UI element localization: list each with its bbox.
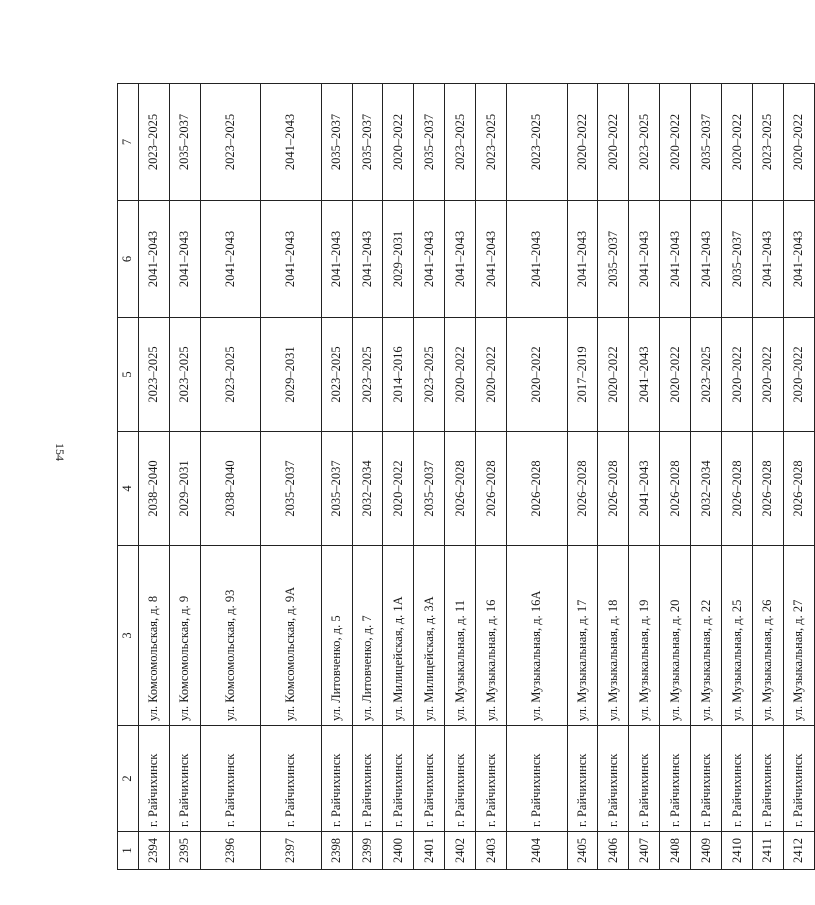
column-header: 1 bbox=[118, 832, 139, 870]
period-cell-col5: 2020–2022 bbox=[660, 318, 691, 432]
period-cell-col6: 2041–2043 bbox=[200, 201, 260, 318]
period-cell-col7: 2023–2025 bbox=[139, 84, 170, 201]
period-cell-col7: 2023–2025 bbox=[629, 84, 660, 201]
period-cell-col5: 2020–2022 bbox=[753, 318, 784, 432]
city-cell: г. Райчихинск bbox=[507, 726, 567, 832]
period-cell-col7: 2023–2025 bbox=[476, 84, 507, 201]
period-cell-col5: 2014–2016 bbox=[383, 318, 414, 432]
address-cell: ул. Литовченко, д. 7 bbox=[352, 546, 383, 726]
period-cell-col5: 2020–2022 bbox=[507, 318, 567, 432]
period-cell-col5: 2020–2022 bbox=[476, 318, 507, 432]
table-row bbox=[321, 84, 352, 870]
city-cell: г. Райчихинск bbox=[783, 726, 814, 832]
table-row bbox=[261, 84, 321, 870]
address-cell: ул. Музыкальная, д. 27 bbox=[783, 546, 814, 726]
period-cell-col6: 2041–2043 bbox=[261, 201, 321, 318]
city-cell: г. Райчихинск bbox=[722, 726, 753, 832]
city-cell: г. Райчихинск bbox=[691, 726, 722, 832]
period-cell-col4: 2038–2040 bbox=[200, 432, 260, 546]
table-header-row bbox=[118, 84, 139, 870]
period-cell-col6: 2035–2037 bbox=[598, 201, 629, 318]
row-number: 2404 bbox=[507, 832, 567, 870]
table-row bbox=[753, 84, 784, 870]
period-cell-col5: 2041–2043 bbox=[629, 318, 660, 432]
row-number: 2400 bbox=[383, 832, 414, 870]
city-cell: г. Райчихинск bbox=[567, 726, 598, 832]
column-header: 7 bbox=[118, 84, 139, 201]
period-cell-col4: 2026–2028 bbox=[476, 432, 507, 546]
period-cell-col6: 2035–2037 bbox=[722, 201, 753, 318]
address-cell: ул. Милицейская, д. 1А bbox=[383, 546, 414, 726]
row-number: 2412 bbox=[783, 832, 814, 870]
period-cell-col6: 2041–2043 bbox=[169, 201, 200, 318]
column-header: 5 bbox=[118, 318, 139, 432]
period-cell-col5: 2023–2025 bbox=[200, 318, 260, 432]
row-number: 2408 bbox=[660, 832, 691, 870]
table-row bbox=[352, 84, 383, 870]
period-cell-col7: 2035–2037 bbox=[691, 84, 722, 201]
period-cell-col6: 2041–2043 bbox=[321, 201, 352, 318]
period-cell-col6: 2041–2043 bbox=[629, 201, 660, 318]
city-cell: г. Райчихинск bbox=[753, 726, 784, 832]
row-number: 2394 bbox=[139, 832, 170, 870]
row-number: 2409 bbox=[691, 832, 722, 870]
city-cell: г. Райчихинск bbox=[169, 726, 200, 832]
period-cell-col4: 2020–2022 bbox=[383, 432, 414, 546]
period-cell-col4: 2026–2028 bbox=[783, 432, 814, 546]
row-number: 2396 bbox=[200, 832, 260, 870]
city-cell: г. Райчихинск bbox=[598, 726, 629, 832]
address-cell: ул. Комсомольская, д. 93 bbox=[200, 546, 260, 726]
table-row bbox=[567, 84, 598, 870]
address-cell: ул. Музыкальная, д. 19 bbox=[629, 546, 660, 726]
period-cell-col4: 2029–2031 bbox=[169, 432, 200, 546]
address-cell: ул. Музыкальная, д. 16А bbox=[507, 546, 567, 726]
period-cell-col7: 2035–2037 bbox=[169, 84, 200, 201]
address-cell: ул. Музыкальная, д. 11 bbox=[445, 546, 476, 726]
period-cell-col4: 2026–2028 bbox=[722, 432, 753, 546]
period-cell-col5: 2029–2031 bbox=[261, 318, 321, 432]
period-cell-col4: 2026–2028 bbox=[507, 432, 567, 546]
row-number: 2411 bbox=[753, 832, 784, 870]
period-cell-col4: 2032–2034 bbox=[352, 432, 383, 546]
address-cell: ул. Комсомольская, д. 8 bbox=[139, 546, 170, 726]
row-number: 2407 bbox=[629, 832, 660, 870]
period-cell-col7: 2035–2037 bbox=[414, 84, 445, 201]
period-cell-col7: 2023–2025 bbox=[753, 84, 784, 201]
city-cell: г. Райчихинск bbox=[629, 726, 660, 832]
period-cell-col7: 2020–2022 bbox=[567, 84, 598, 201]
period-cell-col7: 2023–2025 bbox=[445, 84, 476, 201]
row-number: 2397 bbox=[261, 832, 321, 870]
table-row bbox=[507, 84, 567, 870]
period-cell-col5: 2017–2019 bbox=[567, 318, 598, 432]
column-header: 6 bbox=[118, 201, 139, 318]
period-cell-col5: 2023–2025 bbox=[352, 318, 383, 432]
address-cell: ул. Комсомольская, д. 9А bbox=[261, 546, 321, 726]
period-cell-col7: 2020–2022 bbox=[660, 84, 691, 201]
table-row bbox=[139, 84, 170, 870]
period-cell-col5: 2023–2025 bbox=[321, 318, 352, 432]
table-row bbox=[445, 84, 476, 870]
period-cell-col4: 2035–2037 bbox=[321, 432, 352, 546]
period-cell-col6: 2041–2043 bbox=[691, 201, 722, 318]
row-number: 2405 bbox=[567, 832, 598, 870]
column-header: 4 bbox=[118, 432, 139, 546]
period-cell-col4: 2026–2028 bbox=[660, 432, 691, 546]
table-row bbox=[598, 84, 629, 870]
period-cell-col4: 2026–2028 bbox=[598, 432, 629, 546]
address-cell: ул. Музыкальная, д. 17 bbox=[567, 546, 598, 726]
period-cell-col5: 2023–2025 bbox=[169, 318, 200, 432]
period-cell-col4: 2035–2037 bbox=[414, 432, 445, 546]
table-row bbox=[200, 84, 260, 870]
period-cell-col5: 2020–2022 bbox=[598, 318, 629, 432]
row-number: 2398 bbox=[321, 832, 352, 870]
period-cell-col6: 2041–2043 bbox=[476, 201, 507, 318]
period-cell-col7: 2023–2025 bbox=[507, 84, 567, 201]
table-row bbox=[722, 84, 753, 870]
period-cell-col5: 2023–2025 bbox=[691, 318, 722, 432]
column-header: 2 bbox=[118, 726, 139, 832]
period-cell-col4: 2026–2028 bbox=[753, 432, 784, 546]
period-cell-col7: 2020–2022 bbox=[598, 84, 629, 201]
city-cell: г. Райчихинск bbox=[383, 726, 414, 832]
period-cell-col7: 2020–2022 bbox=[783, 84, 814, 201]
address-cell: ул. Комсомольская, д. 9 bbox=[169, 546, 200, 726]
address-cell: ул. Музыкальная, д. 22 bbox=[691, 546, 722, 726]
period-cell-col6: 2041–2043 bbox=[660, 201, 691, 318]
period-cell-col5: 2020–2022 bbox=[783, 318, 814, 432]
table-row bbox=[660, 84, 691, 870]
city-cell: г. Райчихинск bbox=[261, 726, 321, 832]
period-cell-col6: 2041–2043 bbox=[507, 201, 567, 318]
period-cell-col5: 2020–2022 bbox=[445, 318, 476, 432]
table-row bbox=[476, 84, 507, 870]
row-number: 2401 bbox=[414, 832, 445, 870]
period-cell-col7: 2020–2022 bbox=[722, 84, 753, 201]
period-cell-col4: 2038–2040 bbox=[139, 432, 170, 546]
period-cell-col4: 2026–2028 bbox=[445, 432, 476, 546]
period-cell-col7: 2035–2037 bbox=[321, 84, 352, 201]
table-row bbox=[169, 84, 200, 870]
address-cell: ул. Музыкальная, д. 18 bbox=[598, 546, 629, 726]
city-cell: г. Райчихинск bbox=[476, 726, 507, 832]
table-row bbox=[691, 84, 722, 870]
period-cell-col4: 2032–2034 bbox=[691, 432, 722, 546]
column-header: 3 bbox=[118, 546, 139, 726]
period-cell-col6: 2029–2031 bbox=[383, 201, 414, 318]
period-cell-col4: 2026–2028 bbox=[567, 432, 598, 546]
table-row bbox=[383, 84, 414, 870]
city-cell: г. Райчихинск bbox=[660, 726, 691, 832]
city-cell: г. Райчихинск bbox=[321, 726, 352, 832]
row-number: 2410 bbox=[722, 832, 753, 870]
row-number: 2399 bbox=[352, 832, 383, 870]
period-cell-col6: 2041–2043 bbox=[753, 201, 784, 318]
period-cell-col7: 2020–2022 bbox=[383, 84, 414, 201]
period-cell-col6: 2041–2043 bbox=[783, 201, 814, 318]
table-row bbox=[783, 84, 814, 870]
address-cell: ул. Милицейская, д. 3А bbox=[414, 546, 445, 726]
row-number: 2403 bbox=[476, 832, 507, 870]
address-cell: ул. Музыкальная, д. 20 bbox=[660, 546, 691, 726]
period-cell-col6: 2041–2043 bbox=[352, 201, 383, 318]
city-cell: г. Райчихинск bbox=[139, 726, 170, 832]
period-cell-col5: 2020–2022 bbox=[722, 318, 753, 432]
table-row bbox=[414, 84, 445, 870]
city-cell: г. Райчихинск bbox=[414, 726, 445, 832]
address-cell: ул. Музыкальная, д. 25 bbox=[722, 546, 753, 726]
address-cell: ул. Музыкальная, д. 16 bbox=[476, 546, 507, 726]
period-cell-col7: 2041–2043 bbox=[261, 84, 321, 201]
period-cell-col7: 2023–2025 bbox=[200, 84, 260, 201]
city-cell: г. Райчихинск bbox=[445, 726, 476, 832]
table-row bbox=[629, 84, 660, 870]
city-cell: г. Райчихинск bbox=[352, 726, 383, 832]
period-cell-col6: 2041–2043 bbox=[139, 201, 170, 318]
period-cell-col7: 2035–2037 bbox=[352, 84, 383, 201]
period-cell-col6: 2041–2043 bbox=[445, 201, 476, 318]
city-cell: г. Райчихинск bbox=[200, 726, 260, 832]
address-cell: ул. Музыкальная, д. 26 bbox=[753, 546, 784, 726]
period-cell-col4: 2041–2043 bbox=[629, 432, 660, 546]
period-cell-col6: 2041–2043 bbox=[567, 201, 598, 318]
row-number: 2402 bbox=[445, 832, 476, 870]
address-cell: ул. Литовченко, д. 5 bbox=[321, 546, 352, 726]
page-number: 154 bbox=[53, 443, 67, 461]
period-cell-col5: 2023–2025 bbox=[139, 318, 170, 432]
period-cell-col5: 2023–2025 bbox=[414, 318, 445, 432]
housing-repair-table bbox=[117, 83, 815, 870]
row-number: 2406 bbox=[598, 832, 629, 870]
rotated-table-wrapper bbox=[117, 84, 815, 870]
period-cell-col6: 2041–2043 bbox=[414, 201, 445, 318]
period-cell-col4: 2035–2037 bbox=[261, 432, 321, 546]
row-number: 2395 bbox=[169, 832, 200, 870]
